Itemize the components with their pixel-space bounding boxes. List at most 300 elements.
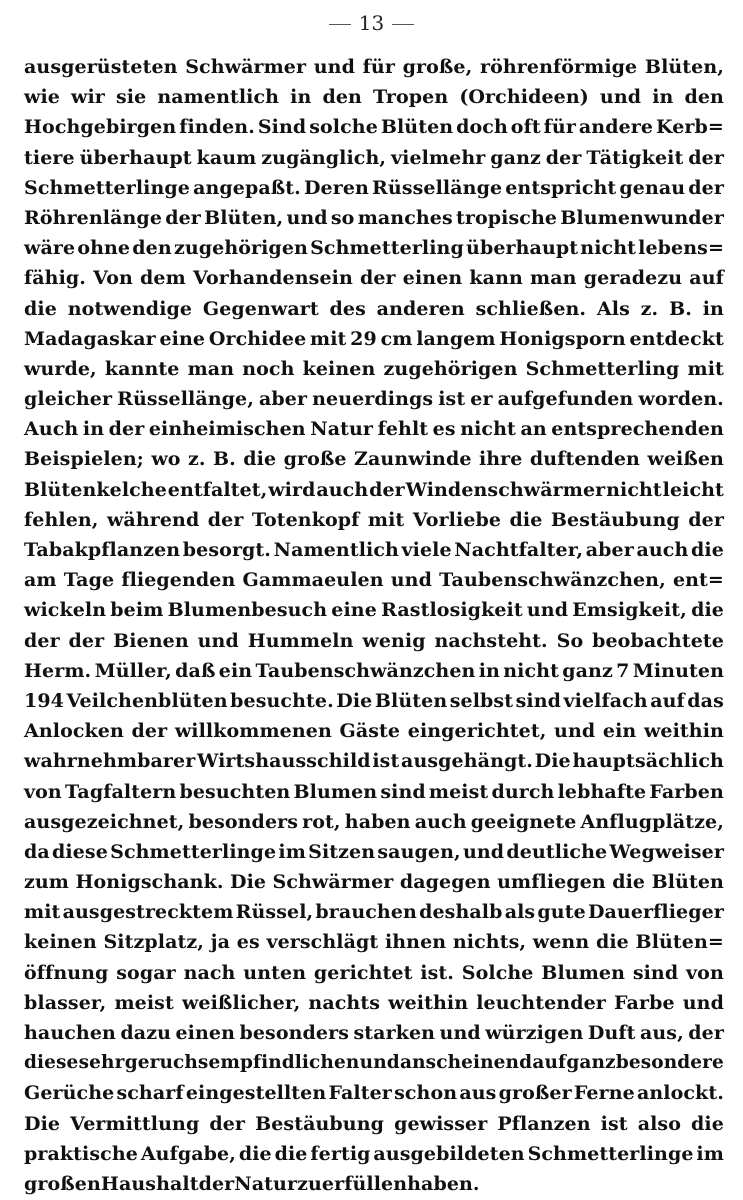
word: neuerdings	[312, 388, 434, 411]
text-line	[24, 958, 724, 988]
word: namentlich	[157, 86, 280, 109]
word: aber	[585, 539, 634, 561]
text-line	[24, 716, 724, 746]
word: den	[322, 86, 362, 109]
word: Minuten	[632, 659, 724, 682]
word: Gäste	[339, 720, 401, 743]
word: am	[24, 569, 57, 592]
word: Ferne	[573, 1082, 635, 1105]
word: Anflugplätze,	[580, 810, 724, 833]
word: tiere	[24, 146, 75, 169]
word: starken	[353, 1022, 436, 1044]
word: Falter	[328, 1082, 392, 1105]
word: weithin	[388, 991, 469, 1014]
word: ganz	[562, 659, 613, 682]
text-line	[24, 837, 724, 867]
text-line	[24, 324, 724, 354]
word: Schmetterlinge	[527, 1142, 694, 1165]
word: Tropen	[373, 86, 449, 109]
text-line	[24, 927, 724, 957]
word: des	[329, 297, 366, 320]
word: der	[207, 508, 244, 531]
word: es	[432, 418, 456, 441]
word: gleicher	[24, 388, 113, 411]
word: leuchtender	[476, 991, 606, 1014]
word: kannte	[104, 357, 180, 380]
word: notwendige	[67, 297, 193, 320]
word: oft	[510, 116, 541, 139]
word: die	[509, 508, 543, 531]
word: einen	[175, 1022, 236, 1044]
text-line	[24, 173, 724, 203]
word: manches	[357, 206, 453, 229]
word: zugehörigen	[383, 357, 518, 380]
word: Natur	[310, 418, 374, 441]
word: Die	[230, 871, 267, 894]
text-line	[24, 746, 724, 776]
word: Blüten,	[204, 206, 284, 229]
word: der	[359, 267, 396, 290]
word: in	[702, 297, 724, 320]
word: keinen	[302, 357, 376, 380]
word: nachsteht.	[434, 629, 548, 652]
word: Honigschank.	[75, 871, 224, 894]
word: der	[131, 720, 168, 743]
word: ein	[218, 659, 253, 682]
word: So	[556, 629, 584, 652]
text-line	[24, 807, 724, 837]
text-line	[24, 475, 724, 505]
word: für	[362, 56, 395, 78]
word: öffnung	[24, 961, 109, 984]
word: also	[637, 1112, 682, 1135]
word: einheimischen	[148, 418, 306, 441]
word: ist	[372, 750, 400, 773]
word: der	[24, 629, 60, 652]
word: Röhrenlänge	[24, 206, 163, 229]
word: deutliche	[506, 840, 608, 863]
word: wird	[268, 478, 316, 501]
text-line	[24, 656, 724, 686]
text-line	[24, 1169, 724, 1199]
word: der	[108, 418, 145, 441]
word: besuchten	[179, 780, 291, 803]
word: auch	[636, 539, 689, 561]
word: der	[209, 1112, 246, 1135]
word: in	[290, 86, 312, 109]
word: nicht	[503, 659, 559, 682]
word: 7	[616, 659, 630, 682]
word: (Orchideen)	[459, 86, 589, 109]
word: durch	[491, 780, 555, 803]
word: haben.	[407, 1172, 480, 1195]
word: es	[236, 931, 260, 954]
word: weithin	[643, 720, 724, 743]
word: und	[599, 86, 642, 109]
word: zum	[24, 871, 70, 894]
word: Veilchenblüten	[66, 689, 228, 712]
word: Müller,	[94, 659, 172, 682]
word: gewisser	[394, 1112, 488, 1135]
word: doch	[456, 116, 508, 139]
word: Hochgebirgen	[24, 116, 177, 139]
word: 194	[24, 689, 64, 712]
word: aus,	[639, 1022, 684, 1044]
word: Die	[336, 689, 373, 712]
word: Haushalt	[100, 1172, 199, 1195]
text-line	[24, 1048, 724, 1078]
word: wenn	[532, 931, 590, 954]
word: der	[165, 206, 201, 229]
text-line	[24, 82, 724, 112]
word: Gerüche	[24, 1082, 115, 1105]
word: langem	[416, 327, 496, 350]
word: dagegen	[399, 871, 491, 894]
page-header	[0, 10, 743, 36]
word: Orchidee	[208, 327, 307, 350]
word: besonders	[188, 810, 299, 833]
word: Tagfaltern	[64, 780, 177, 803]
word: worden.	[638, 388, 724, 411]
word: Rüssellänge	[372, 176, 503, 199]
word: geeignete	[470, 810, 577, 833]
word: und	[359, 1052, 400, 1074]
text-line	[24, 897, 724, 927]
word: Herm.	[24, 659, 92, 682]
word: der	[688, 176, 724, 199]
word: anderen	[376, 297, 465, 320]
word: Schwärmer	[185, 56, 307, 78]
word: Vorliebe	[412, 508, 502, 531]
word: z.	[640, 297, 659, 320]
word: Madagaskar	[24, 327, 156, 350]
word: besonders	[239, 1022, 350, 1044]
word: hauptsächlich	[572, 750, 724, 773]
word: fertig	[310, 1142, 371, 1165]
header-dash-left	[329, 24, 351, 25]
word: Blüten	[374, 689, 448, 712]
word: die	[24, 297, 57, 320]
word: sehr	[78, 1052, 125, 1074]
body-text	[24, 52, 724, 1199]
word: deshalb	[419, 901, 503, 924]
word: überhaupt	[466, 237, 579, 260]
word: Farben	[649, 780, 724, 803]
word: aufgefunden	[497, 388, 634, 411]
word: sogar	[116, 961, 176, 984]
word: Blütenkelche	[24, 478, 167, 501]
word: zugänglich,	[261, 146, 387, 169]
word: 29	[350, 327, 377, 350]
word: und	[390, 569, 432, 592]
word: Duft	[587, 1022, 636, 1044]
word: von	[686, 961, 724, 984]
word: diese	[24, 1052, 79, 1074]
word: eine	[159, 327, 206, 350]
word: selbst	[449, 689, 514, 712]
text-line	[24, 988, 724, 1018]
word: ist	[600, 1112, 628, 1135]
word: wo	[151, 448, 181, 471]
word: finden.	[179, 116, 255, 139]
word: geradezu	[583, 267, 683, 290]
word: wir	[71, 86, 105, 109]
text-line	[24, 414, 724, 444]
header-dash-right	[392, 24, 414, 25]
word: als	[504, 901, 536, 924]
word: Blumenbesuch	[167, 599, 328, 622]
word: fehlt	[377, 418, 429, 441]
word: kann	[469, 267, 523, 290]
word: eingerichtet,	[407, 720, 547, 743]
word: die	[238, 1142, 272, 1165]
word: Zaunwinde	[354, 448, 472, 471]
word: im	[696, 1142, 724, 1165]
word: besorgt.	[182, 539, 272, 561]
word: sie	[115, 86, 147, 109]
word: fliegenden	[121, 569, 236, 592]
word: eingestellten	[185, 1082, 327, 1105]
word: so	[330, 206, 355, 229]
word: und	[554, 720, 596, 743]
word: die	[595, 931, 629, 954]
word: für	[543, 116, 576, 139]
word: ganz	[490, 146, 541, 169]
word: zugehörigen	[173, 237, 308, 260]
word: Aufgabe,	[140, 1142, 236, 1165]
word: sind	[632, 961, 679, 984]
word: Solche	[461, 961, 534, 984]
word: Als	[596, 297, 630, 320]
word: Totenkopf	[251, 508, 360, 531]
word: und	[439, 1022, 481, 1044]
word: Taubenschwänzchen,	[439, 569, 666, 592]
word: scharf	[116, 1082, 184, 1105]
word: kaum	[196, 146, 257, 169]
word: in	[82, 418, 105, 441]
word: andere	[578, 116, 654, 139]
text-line	[24, 565, 724, 595]
word: Sitzen	[308, 840, 376, 863]
word: der	[198, 1172, 235, 1195]
word: überhaupt	[79, 146, 192, 169]
word: zu	[297, 1172, 322, 1195]
word: die	[243, 448, 277, 471]
word: Auch	[24, 418, 79, 441]
word: B.	[213, 448, 236, 471]
word: aber	[258, 388, 308, 411]
word: tropische	[456, 206, 558, 229]
word: weißlicher,	[181, 991, 301, 1014]
word: fehlen,	[24, 508, 99, 531]
word: von	[24, 780, 62, 803]
word: Pflanzen	[497, 1112, 591, 1135]
word: unten	[243, 961, 307, 984]
word: wenig	[362, 629, 426, 652]
word: daß	[175, 659, 216, 682]
word: Emsigkeit,	[572, 599, 687, 622]
word: z.	[187, 448, 206, 471]
word: großen	[24, 1172, 101, 1195]
word: haben	[344, 810, 411, 833]
word: lebens=	[638, 237, 724, 260]
word: erfüllen	[321, 1172, 408, 1195]
word: ausgestrecktem	[62, 901, 234, 924]
word: ein	[602, 720, 637, 743]
word: verschlägt	[266, 931, 379, 954]
text-line	[24, 505, 724, 535]
word: Natur	[234, 1172, 298, 1195]
text-line	[24, 686, 724, 716]
word: ihre	[478, 448, 523, 471]
word: große	[283, 448, 347, 471]
text-line	[24, 384, 724, 414]
word: rot,	[302, 810, 341, 833]
word: ist	[438, 388, 466, 411]
word: man	[187, 357, 235, 380]
word: der	[369, 478, 405, 501]
word: nach	[183, 961, 236, 984]
word: Bestäubung	[550, 508, 680, 531]
word: Bienen	[113, 629, 189, 652]
word: vielmehr	[391, 146, 486, 169]
word: und	[462, 840, 505, 863]
word: und	[286, 206, 328, 229]
word: ohne	[77, 237, 131, 260]
word: Schmetterling	[310, 237, 464, 260]
word: dem	[140, 267, 186, 290]
word: und	[197, 629, 239, 652]
word: Blüten=	[635, 931, 724, 954]
word: röhrenförmige	[479, 56, 638, 78]
word: Beispielen;	[24, 448, 144, 471]
word: beim	[110, 599, 164, 622]
word: Vorhandensein	[192, 267, 353, 290]
word: den	[684, 86, 724, 109]
word: Blüten	[380, 116, 454, 139]
word: Nachtfalter,	[454, 539, 584, 561]
text-line	[24, 595, 724, 625]
word: gerichtet	[313, 961, 413, 984]
word: ausgebildeten	[373, 1142, 525, 1165]
word: Gammaeulen	[242, 569, 384, 592]
word: Die	[534, 750, 571, 773]
word: ganz	[566, 1052, 616, 1074]
word: Schmetterling	[525, 357, 680, 380]
word: blasser,	[24, 991, 107, 1014]
word: ja	[210, 931, 231, 954]
word: besondere	[615, 1052, 724, 1074]
word: der	[688, 146, 724, 169]
text-line	[24, 354, 724, 384]
text-line	[24, 1018, 724, 1048]
word: Von	[93, 267, 133, 290]
word: keinen	[24, 931, 97, 954]
word: wickeln	[24, 599, 107, 622]
word: umfliegen	[497, 871, 606, 894]
text-line	[24, 626, 724, 656]
word: solche	[309, 116, 378, 139]
word: Tätigkeit	[586, 146, 684, 169]
word: Wegweiser	[609, 840, 724, 863]
text-line	[24, 1078, 724, 1108]
word: Wirtshausschild	[197, 750, 371, 773]
word: Blumenwunder	[560, 206, 724, 229]
text-line	[24, 52, 724, 82]
word: während	[106, 508, 200, 531]
word: willkommenen	[174, 720, 332, 743]
word: mit	[24, 901, 61, 924]
word: er	[470, 388, 493, 411]
word: entdeckt	[629, 327, 724, 350]
word: Sind	[257, 116, 307, 139]
word: Hummeln	[247, 629, 354, 652]
word: fähig.	[24, 267, 87, 290]
text-line	[24, 777, 724, 807]
word: Vermittlung	[70, 1112, 200, 1135]
text-line	[24, 1109, 724, 1139]
word: hauchen	[24, 1022, 116, 1044]
word: wie	[24, 86, 60, 109]
word: gute	[537, 901, 586, 924]
word: auf	[650, 689, 685, 712]
word: meist	[114, 991, 174, 1014]
word: ausgerüsteten	[24, 56, 178, 78]
word: entfaltet,	[167, 478, 268, 501]
word: Schwärmer	[272, 871, 394, 894]
word: ausgehängt.	[401, 750, 533, 773]
word: besuchte.	[230, 689, 334, 712]
text-line	[24, 444, 724, 474]
word: die	[691, 599, 724, 622]
word: Rastlosigkeit	[381, 599, 523, 622]
word: angepaßt.	[193, 176, 301, 199]
word: praktische	[24, 1142, 138, 1165]
word: und	[526, 599, 569, 622]
word: viele	[401, 539, 452, 561]
word: anlockt.	[636, 1082, 724, 1105]
word: Rüssel,	[235, 901, 314, 924]
word: mit	[367, 508, 405, 531]
word: Dauerflieger	[587, 901, 724, 924]
word: wahrnehmbarer	[24, 750, 196, 773]
word: in	[478, 659, 500, 682]
word: die	[274, 1142, 308, 1165]
word: Taubenschwänzchen	[255, 659, 476, 682]
word: wäre	[24, 237, 76, 260]
word: auch	[414, 810, 467, 833]
word: geruchsempfindlichen	[124, 1052, 360, 1074]
word: wurde,	[24, 357, 97, 380]
word: sind	[515, 689, 561, 712]
word: duftenden	[529, 448, 640, 471]
word: weißen	[647, 448, 724, 471]
word: Blüten	[651, 871, 724, 894]
word: und	[313, 56, 355, 78]
word: dazu	[120, 1022, 172, 1044]
word: Tage	[63, 569, 115, 592]
word: großer	[498, 1082, 572, 1105]
text-line	[24, 294, 724, 324]
word: man	[530, 267, 577, 290]
word: Windenschwärmer	[405, 478, 606, 501]
word: Rüssellänge,	[117, 388, 254, 411]
word: noch	[242, 357, 295, 380]
word: ihnen	[384, 931, 447, 954]
word: anscheinend	[400, 1052, 533, 1074]
word: an	[520, 418, 547, 441]
word: ist.	[420, 961, 454, 984]
